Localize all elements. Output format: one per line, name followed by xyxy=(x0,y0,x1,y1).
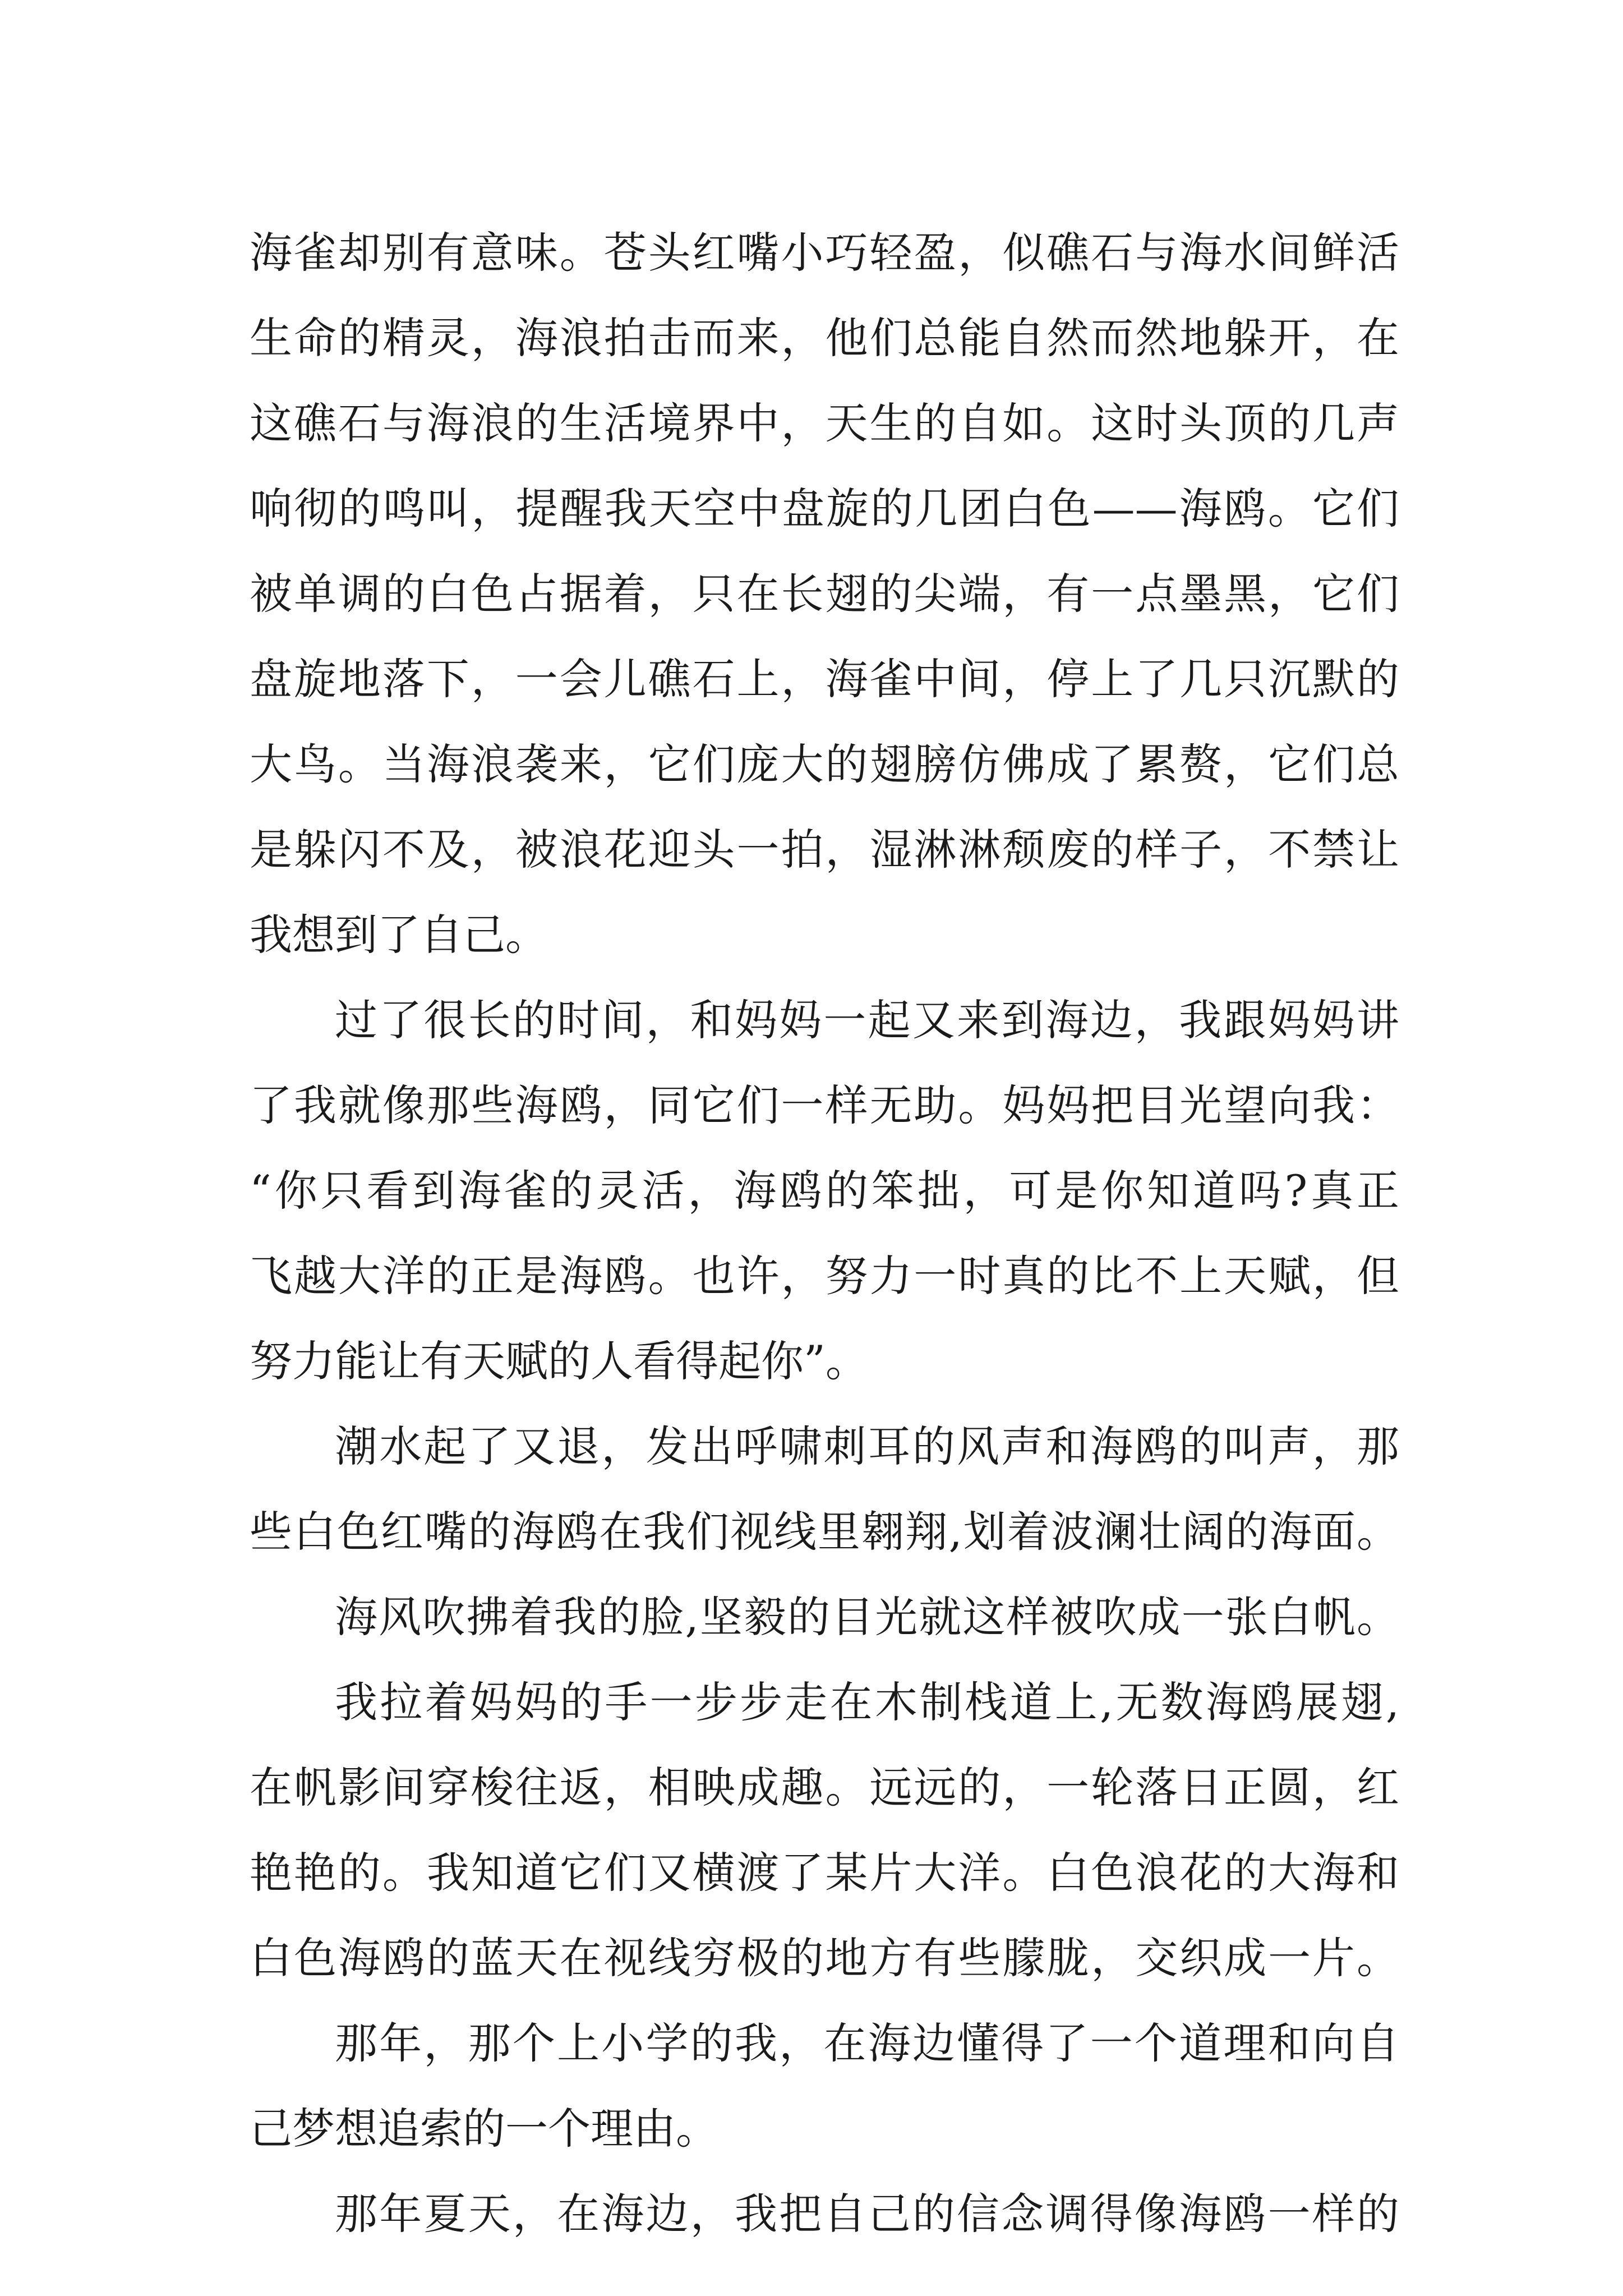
text-line: “你只看到海雀的灵活，海鸥的笨拙，可是你知道吗?真正 xyxy=(250,1166,1399,1216)
text-line: 些白色红嘴的海鸥在我们视线里翱翔,划着波澜壮阔的海面。 xyxy=(250,1507,1399,1557)
text-line: 白色海鸥的蓝天在视线穷极的地方有些朦胧，交织成一片。 xyxy=(250,1933,1399,1983)
essay-body xyxy=(250,210,1399,2257)
text-line: 那年夏天，在海边，我把自己的信念调得像海鸥一样的 xyxy=(335,2189,1399,2239)
text-line: 被单调的白色占据着，只在长翅的尖端，有一点墨黑，它们 xyxy=(250,569,1399,619)
text-line: 潮水起了又退，发出呼啸刺耳的风声和海鸥的叫声，那 xyxy=(335,1421,1399,1471)
text-line: 大鸟。当海浪袭来，它们庞大的翅膀仿佛成了累赘，它们总 xyxy=(250,739,1399,789)
text-line: 我想到了自己。 xyxy=(250,910,548,960)
text-line: 盘旋地落下，一会儿礁石上，海雀中间，停上了几只沉默的 xyxy=(250,654,1399,704)
text-line: 是躲闪不及，被浪花迎头一拍，湿淋淋颓废的样子，不禁让 xyxy=(250,825,1399,875)
text-line: 我拉着妈妈的手一步步走在木制栈道上,无数海鸥展翅, xyxy=(335,1677,1399,1727)
text-line: 这礁石与海浪的生活境界中，天生的自如。这时头顶的几声 xyxy=(250,398,1399,448)
text-line: 海风吹拂着我的脸,坚毅的目光就这样被吹成一张白帆。 xyxy=(335,1592,1399,1642)
text-line: 己梦想追索的一个理由。 xyxy=(250,2104,718,2154)
text-line: 海雀却别有意味。苍头红嘴小巧轻盈，似礁石与海水间鲜活 xyxy=(250,228,1399,278)
text-line: 飞越大洋的正是海鸥。也许，努力一时真的比不上天赋，但 xyxy=(250,1251,1399,1301)
text-line: 那年，那个上小学的我，在海边懂得了一个道理和向自 xyxy=(335,2018,1399,2068)
text-line: 艳艳的。我知道它们又横渡了某片大洋。白色浪花的大海和 xyxy=(250,1848,1399,1898)
text-line: 响彻的鸣叫，提醒我天空中盘旋的几团白色——海鸥。它们 xyxy=(250,484,1399,533)
text-line: 了我就像那些海鸥，同它们一样无助。妈妈把目光望向我： xyxy=(250,1080,1399,1130)
text-line: 努力能让有天赋的人看得起你”。 xyxy=(250,1336,868,1386)
text-line: 过了很长的时间，和妈妈一起又来到海边，我跟妈妈讲 xyxy=(335,995,1399,1045)
text-line: 生命的精灵，海浪拍击而来，他们总能自然而然地躲开，在 xyxy=(250,313,1399,363)
text-line: 在帆影间穿梭往返，相映成趣。远远的，一轮落日正圆，红 xyxy=(250,1763,1399,1812)
